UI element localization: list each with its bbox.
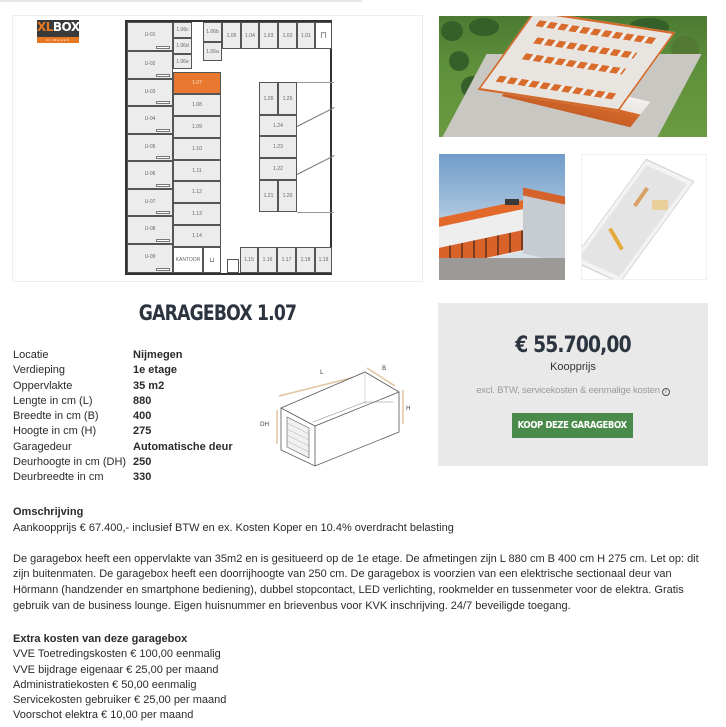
spec-row: Oppervlakte 35 m2	[13, 379, 165, 392]
purchase-price-line: Aankoopprijs € 67.400,- inclusief BTW en ex. Kosten Koper en 10.4% overdracht belasting	[13, 521, 454, 534]
unit-1-06b[interactable]: 1.06b	[203, 22, 222, 42]
unit-1-15[interactable]: 1.15	[240, 247, 258, 273]
unit-1-20[interactable]: 1.20	[278, 180, 297, 212]
unit-1-23[interactable]: 1.23	[259, 136, 297, 158]
extra-cost-item: Voorschot elektra € 10,00 per maand	[13, 709, 194, 722]
unit-1-06a[interactable]: 1.06a	[203, 42, 222, 61]
price: € 55.700,00	[515, 333, 631, 358]
unit-1-06d[interactable]: 1.06d	[173, 38, 192, 54]
svg-text:DH: DH	[260, 421, 270, 428]
unit-1-06e[interactable]: 1.06e	[173, 54, 192, 69]
spec-row: Hoogte in cm (H) 275	[13, 425, 152, 438]
unit-1-10[interactable]: 1.10	[173, 138, 221, 160]
unit-1-02[interactable]: 1.02	[278, 22, 297, 49]
top-divider	[0, 0, 362, 2]
xlbox-logo	[37, 20, 79, 43]
ramp-line	[297, 155, 335, 175]
price-panel	[438, 303, 708, 466]
door-icon	[156, 156, 170, 159]
tree	[449, 51, 469, 71]
tree	[469, 18, 499, 36]
unit-1-09[interactable]: 1.09	[173, 116, 221, 138]
unit-u-09[interactable]: U-09	[127, 244, 173, 273]
unit-u-06[interactable]: U-06	[127, 161, 173, 189]
spec-row: Locatie Nijmegen	[13, 349, 183, 361]
unit-u-03[interactable]: U-03	[127, 79, 173, 106]
extra-cost-item: VVE bijdrage eigenaar € 25,00 per maand	[13, 663, 219, 676]
elevator-icon	[227, 259, 239, 273]
unit-1-11[interactable]: 1.11	[173, 160, 221, 181]
logo-subtext: NIJMEGEN	[37, 37, 79, 43]
unit-1-13[interactable]: 1.13	[173, 203, 221, 225]
interior-image[interactable]	[581, 154, 707, 280]
spec-row: Deurbreedte in cm 330	[13, 471, 152, 484]
door-icon	[156, 211, 170, 214]
info-icon[interactable]: i	[662, 388, 670, 396]
price-label: Koopprijs	[550, 361, 596, 373]
extra-cost-item: Administratiekosten € 50,00 eenmalig	[13, 678, 197, 691]
description-body: De garagebox heeft een oppervlakte van 35m2 en is gesitueerd op de 1e etage. De afmetingen zijn L 880 cm B 400 cm H 275 cm. Let op: dit zijn buitenmaten. De garagebox heeft een doorrijhoogte van 250 cm. De garagebox is voorzien van een elektrische sectionaal deur van Hörmann (handzender en smartphone bediening), dubbel stopcontact, LED verlichting, rookmelder en tussenmeter voor de elektra. Gratis gebruik van de business lounge. Eigen huisnummer en brievenbus voor KVK inschrijving. 24/7 beveiligde toegang.	[13, 552, 699, 612]
description-heading: Omschrijving	[13, 506, 84, 518]
extra-costs-section	[13, 632, 226, 724]
unit-1-14[interactable]: 1.14	[173, 225, 221, 247]
unit-1-17[interactable]: 1.17	[277, 247, 296, 273]
unit-1-19[interactable]: 1.19	[315, 247, 332, 273]
stairs-icon: ⊓	[315, 22, 332, 49]
garagebox-render	[581, 160, 693, 280]
building-front-image[interactable]	[439, 154, 565, 280]
unit-1-05[interactable]: 1.05	[222, 22, 241, 49]
aerial-view-image[interactable]	[439, 16, 707, 137]
buy-garagebox-button[interactable]: KOOP DEZE GARAGEBOX	[512, 413, 633, 438]
unit-1-21[interactable]: 1.21	[259, 180, 278, 212]
door-icon	[156, 268, 170, 271]
svg-text:B: B	[382, 365, 387, 372]
xlbox-sign	[505, 199, 519, 205]
unit-1-04[interactable]: 1.04	[241, 22, 259, 49]
extra-costs-heading: Extra kosten van deze garagebox	[13, 633, 188, 645]
dimension-diagram	[255, 362, 415, 467]
description-section	[13, 505, 713, 614]
unit-1-12[interactable]: 1.12	[173, 181, 221, 203]
spec-row: Breedte in cm (B) 400	[13, 410, 152, 423]
unit-u-08[interactable]: U-08	[127, 216, 173, 244]
stairs-icon: ⊔	[203, 247, 221, 273]
spec-row: Verdieping 1e etage	[13, 364, 178, 377]
unit-1-16[interactable]: 1.16	[258, 247, 277, 273]
unit-1-03[interactable]: 1.03	[259, 22, 278, 49]
door-icon	[156, 239, 170, 242]
door-icon	[156, 74, 170, 77]
svg-text:H: H	[406, 405, 411, 412]
door-icon	[156, 101, 170, 104]
ramp-edge	[297, 212, 334, 213]
price-note: excl. BTW, servicekosten & eenmalige kosten i	[438, 385, 708, 396]
svg-text:L: L	[320, 369, 324, 376]
unit-u-07[interactable]: U-07	[127, 189, 173, 216]
unit-1-25[interactable]: 1.25	[278, 82, 297, 115]
door-icon	[156, 184, 170, 187]
spec-row: Deurhoogte in cm (DH) 250	[13, 456, 152, 469]
unit-1-08[interactable]: 1.08	[173, 94, 221, 116]
ramp-edge	[297, 82, 334, 83]
spec-row: Lengte in cm (L) 880	[13, 394, 152, 407]
unit-u-02[interactable]: U-02	[127, 51, 173, 79]
door-icon	[156, 46, 170, 49]
spec-row: Garagedeur Automatische deur	[13, 440, 233, 453]
extra-cost-item: Servicekosten gebruiker € 25,00 per maand	[13, 694, 227, 707]
unit-u-01[interactable]: U-01	[127, 22, 173, 51]
tree	[441, 21, 463, 41]
specs-table	[13, 348, 233, 486]
logo-text: XLBOX	[37, 20, 80, 34]
product-title: GARAGEBOX 1.07	[138, 301, 297, 325]
office-kantoor: KANTOOR	[173, 247, 203, 273]
unit-1-24[interactable]: 1.24	[259, 115, 297, 136]
unit-1-18[interactable]: 1.18	[296, 247, 315, 273]
unit-1-07-selected[interactable]: 1.07	[173, 72, 221, 94]
floorplan	[125, 20, 332, 275]
ramp-line	[297, 107, 335, 127]
unit-1-26[interactable]: 1.26	[259, 82, 278, 115]
door-icon	[156, 129, 170, 132]
unit-u-05[interactable]: U-05	[127, 134, 173, 161]
unit-1-22[interactable]: 1.22	[259, 158, 297, 180]
unit-1-01[interactable]: 1.01	[297, 22, 315, 49]
extra-cost-item: VVE Toetredingskosten € 100,00 eenmalig	[13, 648, 221, 661]
unit-1-06c[interactable]: 1.06c	[173, 22, 192, 38]
unit-u-04[interactable]: U-04	[127, 106, 173, 134]
